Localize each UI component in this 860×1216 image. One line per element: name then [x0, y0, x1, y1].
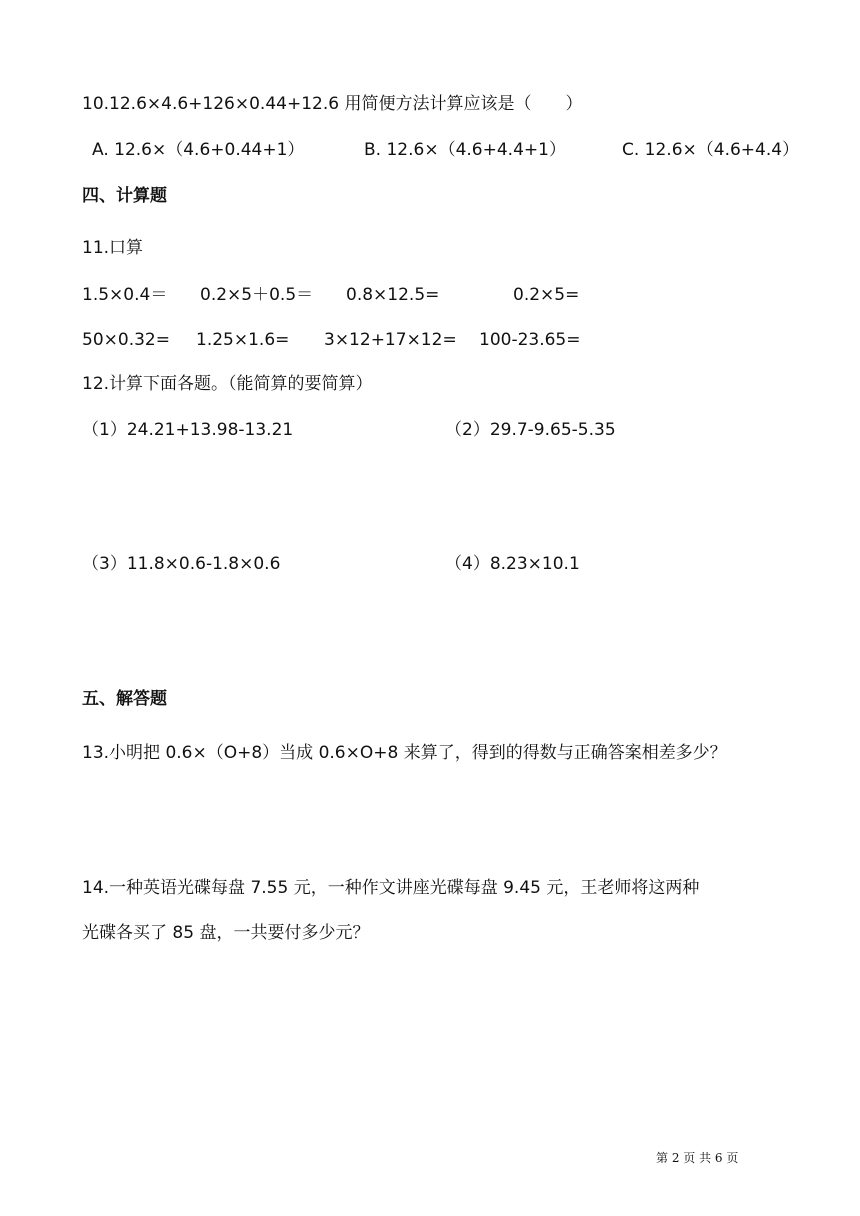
question-10-stem: 10.12.6×4.6+126×0.44+12.6 用简便方法计算应该是（ ） [82, 94, 583, 114]
question-12-item-1: （1）24.21+13.98-13.21 [82, 420, 294, 440]
question-10-option-a: A. 12.6×（4.6+0.44+1） [92, 140, 305, 160]
question-11-stem: 11.口算 [82, 238, 144, 258]
oral-calc-item: 0.8×12.5= [346, 285, 440, 305]
oral-calc-item: 50×0.32= [82, 330, 170, 350]
question-12-stem: 12.计算下面各题。（能简算的要简算） [82, 374, 373, 394]
question-10-option-c: C. 12.6×（4.6+4.4） [622, 140, 800, 160]
section-5-title: 五、解答题 [82, 689, 167, 709]
question-12-item-3: （3）11.8×0.6-1.8×0.6 [82, 554, 281, 574]
oral-calc-item: 0.2×5= [513, 285, 580, 305]
question-13: 13.小明把 0.6×（O+8）当成 0.6×O+8 来算了，得到的得数与正确答案相差多少？ [82, 743, 727, 763]
oral-calc-item: 0.2×5＋0.5＝ [200, 285, 314, 305]
section-4-title: 四、计算题 [82, 186, 167, 206]
question-12-item-2: （2）29.7-9.65-5.35 [445, 420, 616, 440]
question-14-line-2: 光碟各买了 85 盘，一共要付多少元？ [82, 923, 370, 943]
question-14-line-1: 14.一种英语光碟每盘 7.55 元，一种作文讲座光碟每盘 9.45 元，王老师将这两种 [82, 878, 700, 898]
oral-calc-item: 1.25×1.6= [196, 330, 290, 350]
oral-calc-item: 100-23.65= [479, 330, 581, 350]
oral-calc-item: 3×12+17×12= [324, 330, 457, 350]
page-number: 第 2 页 共 6 页 [656, 1151, 739, 1165]
question-12-item-4: （4）8.23×10.1 [445, 554, 580, 574]
question-10-option-b: B. 12.6×（4.6+4.4+1） [364, 140, 566, 160]
oral-calc-item: 1.5×0.4＝ [82, 285, 168, 305]
